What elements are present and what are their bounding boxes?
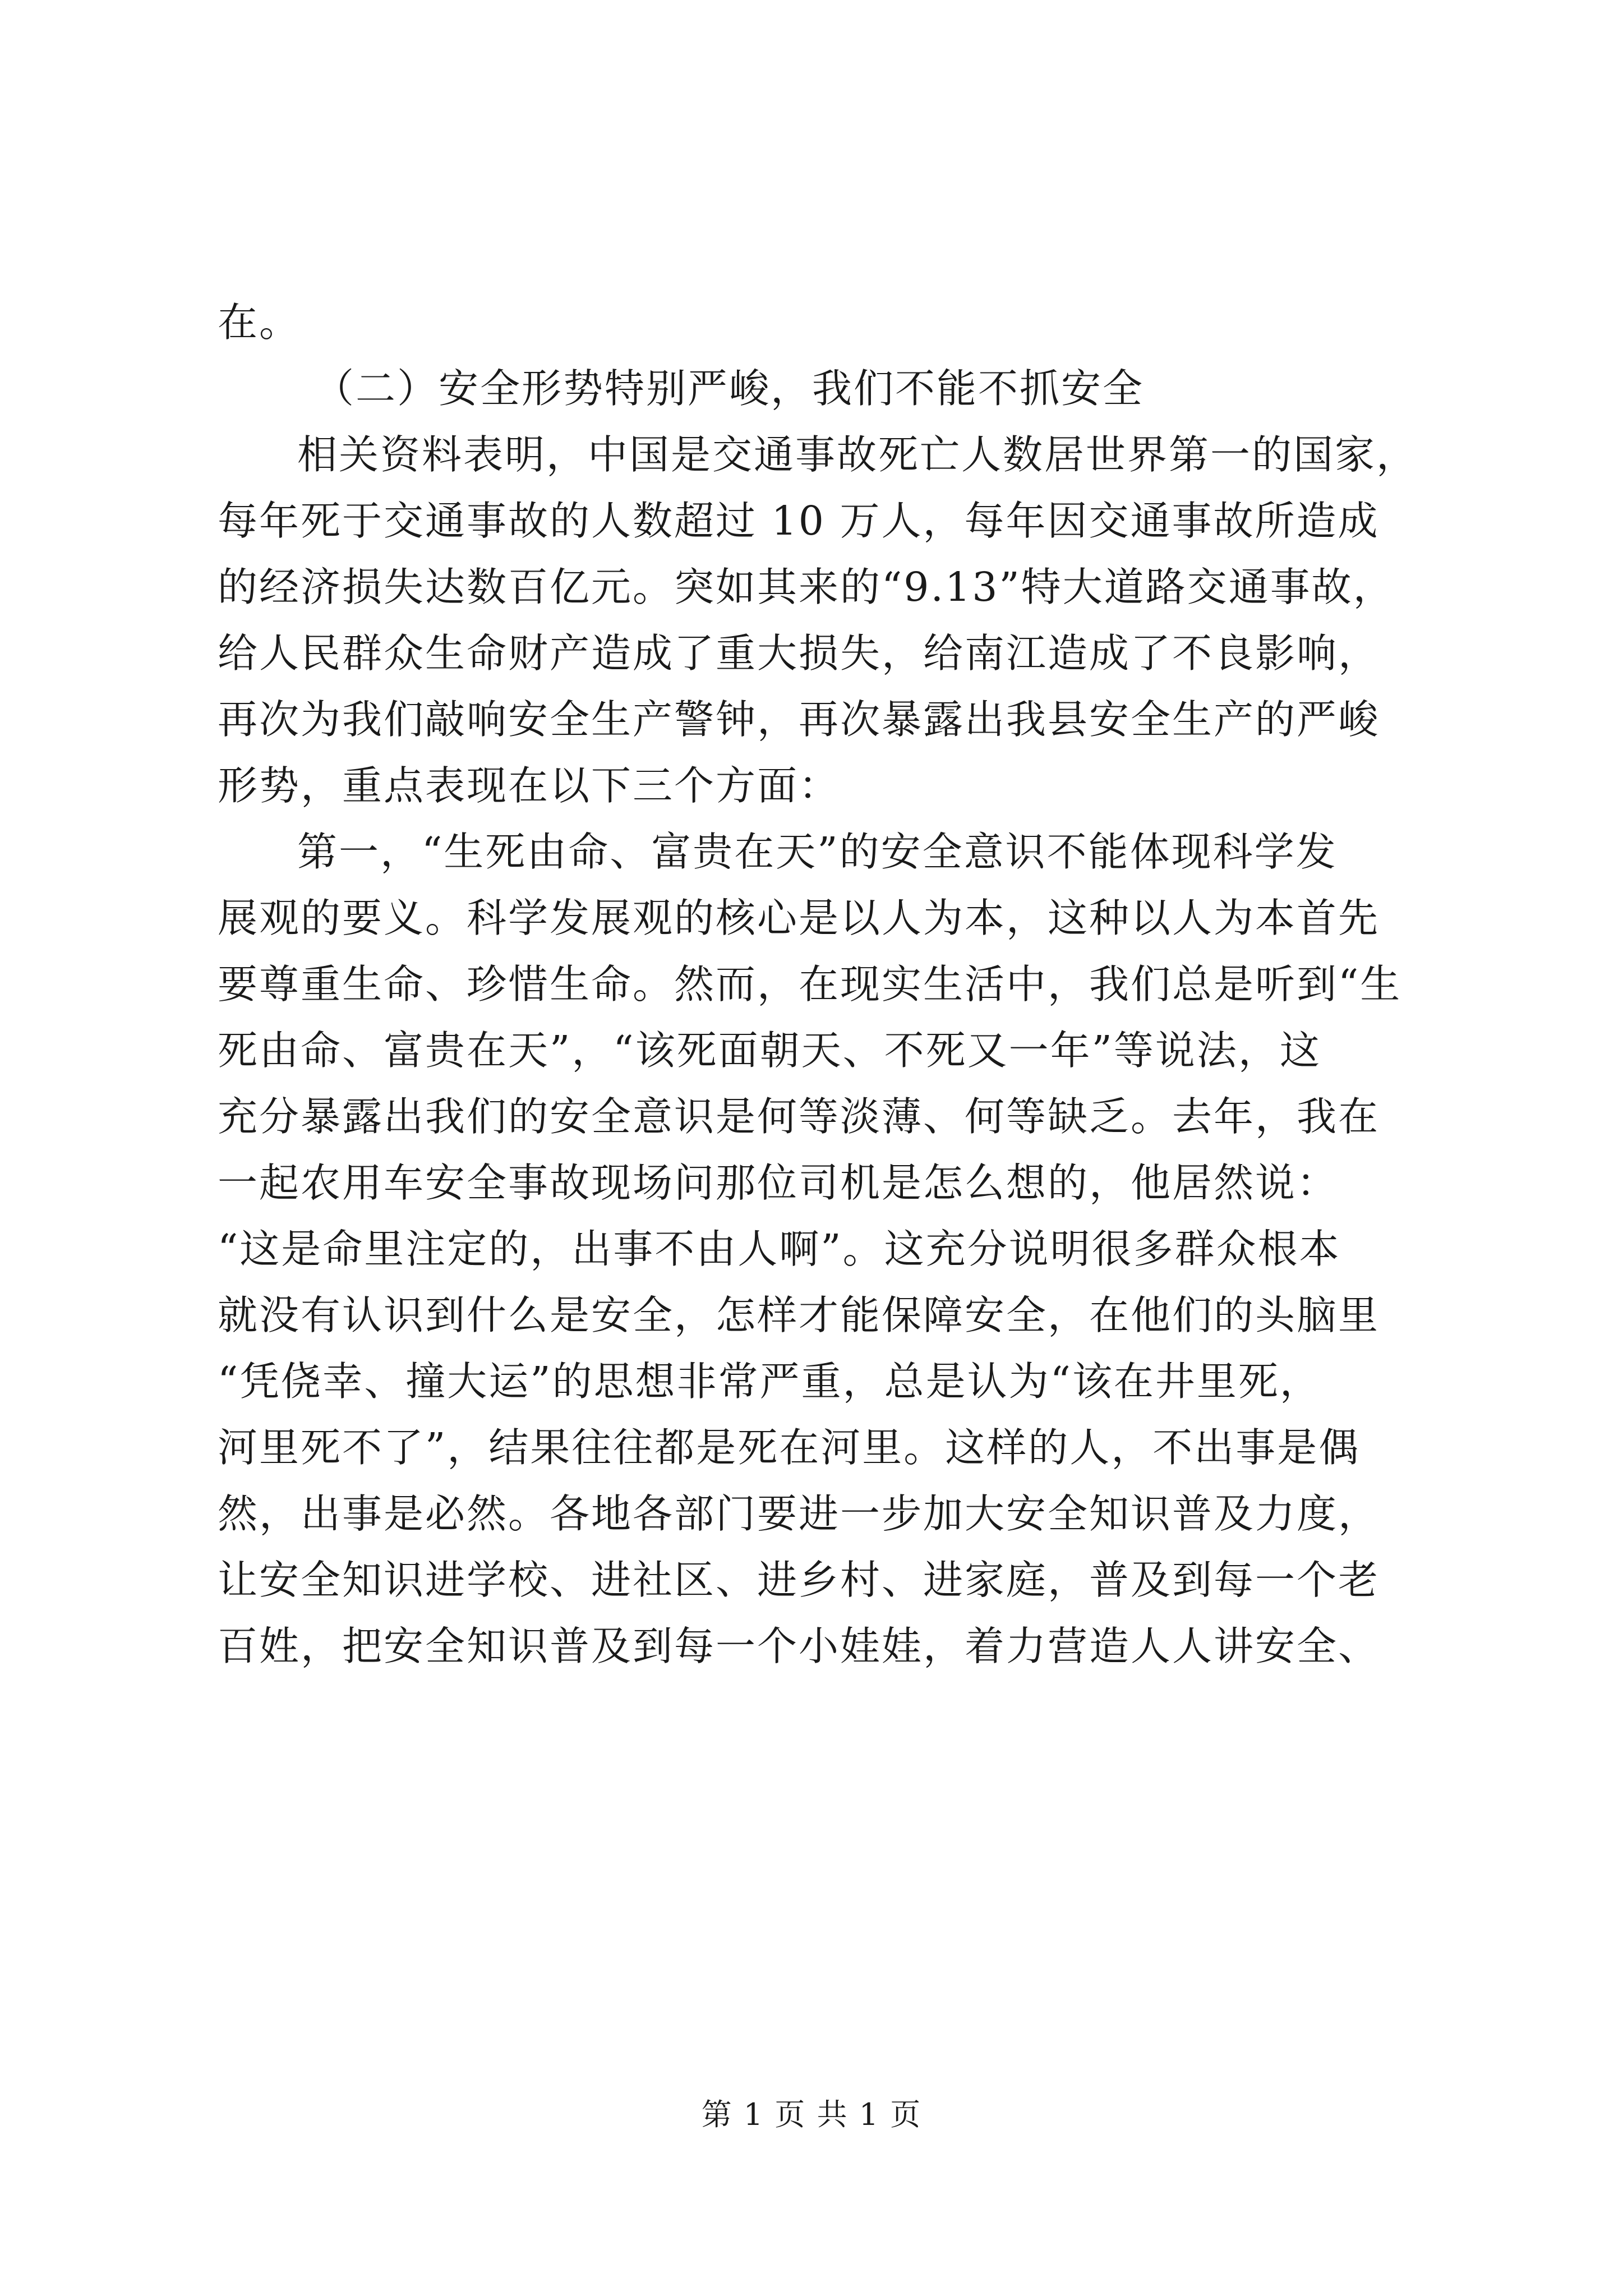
text-line: 死由命、富贵在天”，“该死面朝天、不死又一年”等说法，这 [218,1027,1321,1074]
text-line: 再次为我们敲响安全生产警钟，再次暴露出我县安全生产的严峻 [218,696,1380,743]
body-text [218,289,1418,1680]
text-line: 百姓，把安全知识普及到每一个小娃娃，着力营造人人讲安全、 [218,1623,1380,1669]
text-line: 每年死于交通事故的人数超过 10 万人，每年因交通事故所造成 [218,498,1380,544]
text-line: 让安全知识进学校、进社区、进乡村、进家庭，普及到每一个老 [218,1557,1380,1603]
text-line: 要尊重生命、珍惜生命。然而，在现实生活中，我们总是听到“生 [218,961,1402,1007]
paragraph-first-line: 第一，“生死由命、富贵在天”的安全意识不能体现科学发 [297,829,1338,875]
page-footer: 第 1 页 共 1 页 [701,2097,922,2132]
text-line: 一起农用车安全事故现场问那位司机是怎么想的，他居然说： [218,1159,1339,1206]
text-line: 在。 [218,299,301,346]
text-line: 充分暴露出我们的安全意识是何等淡薄、何等缺乏。去年，我在 [218,1093,1380,1140]
text-line: 然，出事是必然。各地各部门要进一步加大安全知识普及力度， [218,1490,1380,1537]
text-line: 给人民群众生命财产造成了重大损失，给南江造成了不良影响， [218,630,1380,677]
paragraph-first-line: 相关资料表明，中国是交通事故死亡人数居世界第一的国家， [297,431,1418,478]
text-line: 就没有认识到什么是安全，怎样才能保障安全，在他们的头脑里 [218,1292,1380,1338]
text-line: 的经济损失达数百亿元。突如其来的“9.13”特大道路交通事故， [218,564,1395,610]
text-line: “凭侥幸、撞大运”的思想非常严重，总是认为“该在井里死， [218,1358,1321,1405]
text-line: 河里死不了”，结果往往都是死在河里。这样的人，不出事是偶 [218,1424,1361,1471]
text-line: “这是命里注定的，出事不由人啊”。这充分说明很多群众根本 [218,1226,1341,1272]
text-line: 形势，重点表现在以下三个方面： [218,762,841,809]
section-heading: （二）安全形势特别严峻，我们不能不抓安全 [314,365,1145,412]
text-line: 展观的要义。科学发展观的核心是以人为本，这种以人为本首先 [218,895,1380,941]
